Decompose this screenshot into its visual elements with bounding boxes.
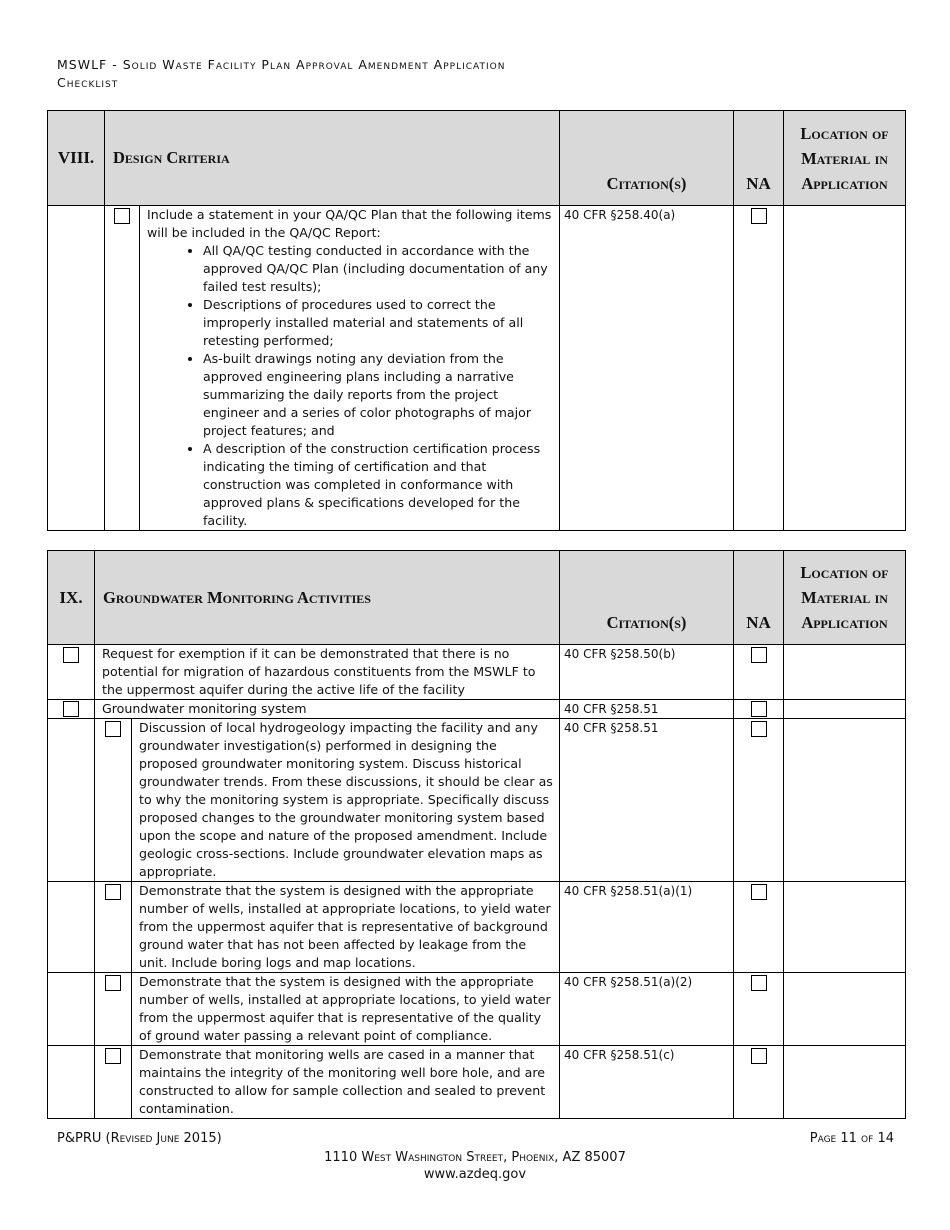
table-row xyxy=(48,645,906,700)
page-number: Page 11 of 14 xyxy=(809,1131,894,1146)
na-header: NA xyxy=(734,111,784,206)
item-checkbox[interactable] xyxy=(105,1048,121,1064)
checkbox-cell xyxy=(95,882,132,973)
item-checkbox[interactable] xyxy=(63,647,79,663)
na-cell xyxy=(734,1046,784,1119)
citation: 40 CFR §258.51(a)(2) xyxy=(560,973,734,1046)
empty-cell xyxy=(48,1046,95,1119)
location-header-line: Material in xyxy=(801,588,888,607)
table-row xyxy=(48,719,906,882)
checkbox-cell xyxy=(48,645,95,700)
citation: 40 CFR §258.50(b) xyxy=(560,645,734,700)
na-checkbox[interactable] xyxy=(751,884,767,900)
citation: 40 CFR §258.40(a) xyxy=(560,206,734,531)
footer-revision: P&PRU (Revised June 2015) xyxy=(57,1131,222,1146)
na-cell xyxy=(734,882,784,973)
item-text: Demonstrate that the system is designed with the appropriate number of wells, installed at appropriate locations, to yield water from the uppermost aquifer that is representative of background ground water that has not been affected by leakage from the unit. Include boring logs and map locations. xyxy=(132,882,560,973)
empty-cell xyxy=(48,206,105,531)
item-text: Demonstrate that monitoring wells are cased in a manner that maintains the integrity of the monitoring well bore hole, and are constructed to allow for sample collection and sealed to prevent contamination. xyxy=(132,1046,560,1119)
location-cell[interactable] xyxy=(784,206,906,531)
na-checkbox[interactable] xyxy=(751,975,767,991)
item-text: Include a statement in your QA/QC Plan that the following items will be included in the QA/QC Report: xyxy=(147,207,552,240)
location-cell[interactable] xyxy=(784,1046,906,1119)
location-header xyxy=(784,551,906,645)
section-title: Groundwater Monitoring Activities xyxy=(95,551,560,645)
document-header xyxy=(57,56,505,92)
na-checkbox[interactable] xyxy=(751,647,767,663)
bullet-list xyxy=(147,242,553,530)
section-number: IX. xyxy=(48,551,95,645)
section-number: VIII. xyxy=(48,111,105,206)
na-checkbox[interactable] xyxy=(751,701,767,717)
location-cell[interactable] xyxy=(784,973,906,1046)
table-row xyxy=(48,882,906,973)
item-text: Groundwater monitoring system xyxy=(95,700,560,719)
table-row xyxy=(48,973,906,1046)
na-cell xyxy=(734,206,784,531)
list-item: • A description of the construction certification process indicating the timing of certification and that construction was completed in conformance with approved plans & specifications developed for the facility. xyxy=(203,440,553,530)
item-checkbox[interactable] xyxy=(105,975,121,991)
checkbox-cell xyxy=(95,1046,132,1119)
citation-header: Citation(s) xyxy=(560,111,734,206)
empty-cell xyxy=(48,882,95,973)
header-subtitle: Checklist xyxy=(57,75,119,90)
table-row xyxy=(48,1046,906,1119)
item-checkbox[interactable] xyxy=(114,208,130,224)
item-checkbox[interactable] xyxy=(105,884,121,900)
citation: 40 CFR §258.51(c) xyxy=(560,1046,734,1119)
item-text: Demonstrate that the system is designed with the appropriate number of wells, installed at appropriate locations, to yield water from the uppermost aquifer that is representative of the quality of ground water passing a relevant point of compliance. xyxy=(132,973,560,1046)
section-title: Design Criteria xyxy=(105,111,560,206)
footer-address: 1110 West Washington Street, Phoenix, AZ 85007 xyxy=(324,1150,626,1165)
item-checkbox[interactable] xyxy=(63,701,79,717)
na-checkbox[interactable] xyxy=(751,721,767,737)
checkbox-cell xyxy=(48,700,95,719)
list-item: • As-built drawings noting any deviation from the approved engineering plans including a narrative summarizing the daily reports from the project engineer and a series of color photographs of major project features; and xyxy=(203,350,553,440)
na-checkbox[interactable] xyxy=(751,1048,767,1064)
location-header xyxy=(784,111,906,206)
list-item: • All QA/QC testing conducted in accordance with the approved QA/QC Plan (including documentation of any failed test results); xyxy=(203,242,553,296)
na-cell xyxy=(734,719,784,882)
na-checkbox[interactable] xyxy=(751,208,767,224)
citation-header: Citation(s) xyxy=(560,551,734,645)
empty-cell xyxy=(48,719,95,882)
item-text: Discussion of local hydrogeology impacting the facility and any groundwater investigation(s) performed in designing the proposed groundwater monitoring system. Discuss historical groundwater trends. From these discussions, it should be clear as to why the monitoring system is appropriate. Specifically discuss proposed changes to the groundwater monitoring system based upon the scope and nature of the proposed amendment. Include geologic cross-sections. Include groundwater elevation maps as appropriate. xyxy=(132,719,560,882)
location-header-line: Location of xyxy=(800,563,889,582)
header-title: MSWLF - Solid Waste Facility Plan Approval Amendment Application xyxy=(57,57,506,72)
item-text-cell xyxy=(140,206,560,531)
item-text: Request for exemption if it can be demonstrated that there is no potential for migration of hazardous constituents from the MSWLF to the uppermost aquifer during the active life of the facility xyxy=(95,645,560,700)
section-9-table xyxy=(47,550,906,1119)
location-cell[interactable] xyxy=(784,882,906,973)
citation: 40 CFR §258.51 xyxy=(560,700,734,719)
citation: 40 CFR §258.51(a)(1) xyxy=(560,882,734,973)
item-checkbox[interactable] xyxy=(105,721,121,737)
location-cell[interactable] xyxy=(784,719,906,882)
na-cell xyxy=(734,645,784,700)
footer-website[interactable]: www.azdeq.gov xyxy=(423,1167,527,1182)
table-row xyxy=(48,206,906,531)
checkbox-cell xyxy=(95,719,132,882)
checkbox-cell xyxy=(105,206,140,531)
section-8-table xyxy=(47,110,906,531)
na-header: NA xyxy=(734,551,784,645)
table-row xyxy=(48,700,906,719)
na-cell xyxy=(734,973,784,1046)
location-header-line: Location of xyxy=(800,123,889,143)
location-header-line: Application xyxy=(801,173,888,193)
list-item: • Descriptions of procedures used to correct the improperly installed material and statements of all retesting performed; xyxy=(203,296,553,350)
empty-cell xyxy=(48,973,95,1046)
location-header-line: Material in xyxy=(801,148,888,168)
citation: 40 CFR §258.51 xyxy=(560,719,734,882)
location-cell[interactable] xyxy=(784,645,906,700)
location-cell[interactable] xyxy=(784,700,906,719)
na-cell xyxy=(734,700,784,719)
checkbox-cell xyxy=(95,973,132,1046)
location-header-line: Application xyxy=(801,613,888,632)
